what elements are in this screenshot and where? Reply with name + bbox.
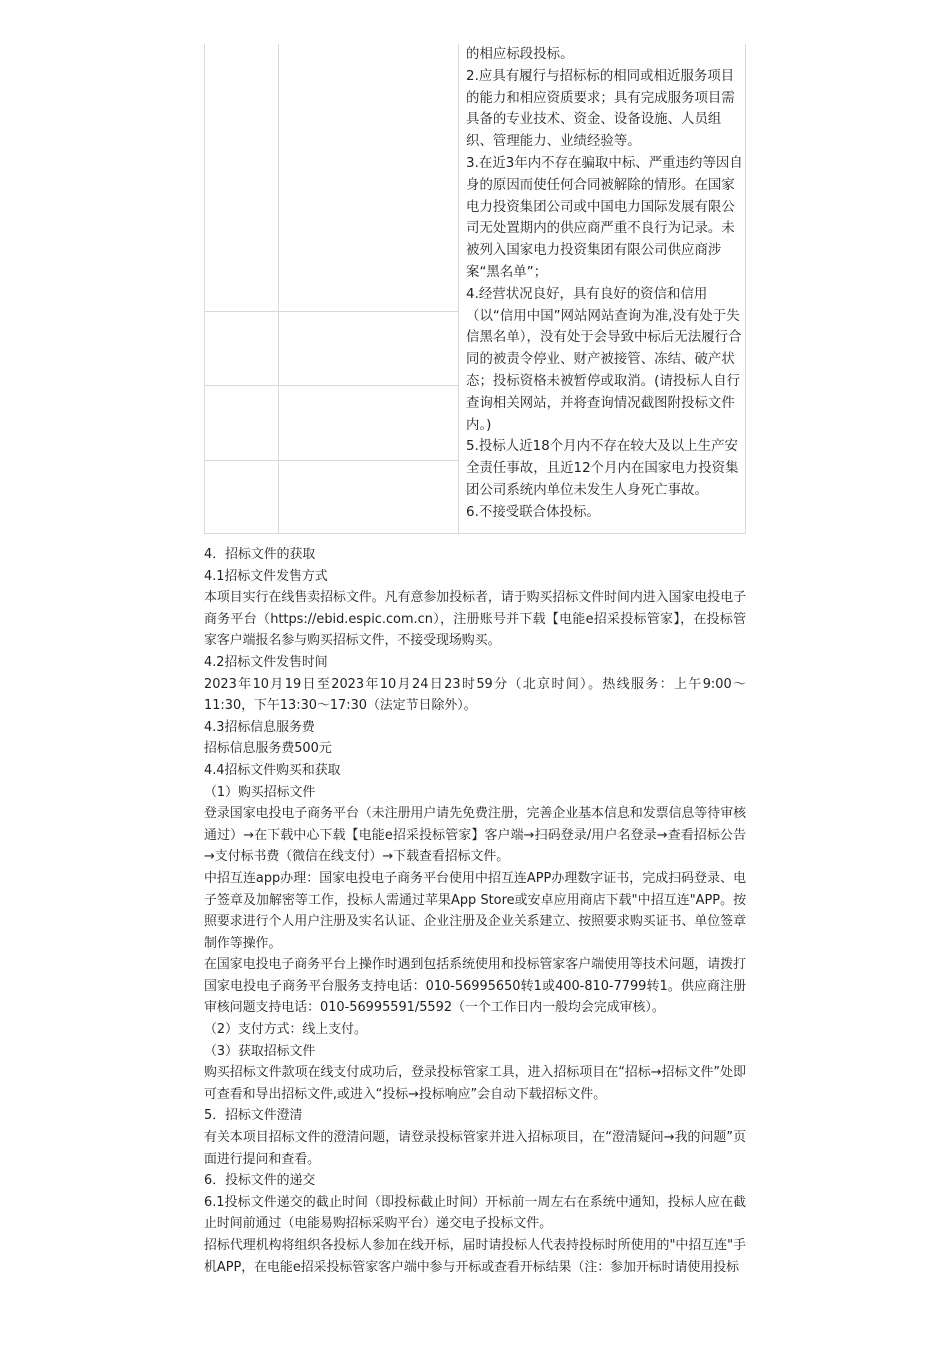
section-4-4-app: 中招互连app办理：国家电投电子商务平台使用中招互连APP办理数字证书，完成扫码登录、电子签章及加解密等工作，投标人需通过苹果App Store或安卓应用商店下载"中招互连"APP。按照要求进行个人用户注册及实名认证、企业注册及企业关系建立、按照要求购买证书、单位签章制作等操作。: [204, 870, 746, 951]
section-4-4-sub3: （3）获取招标文件: [204, 1043, 316, 1059]
table-row-divider: [204, 311, 459, 312]
section-4-1-text: 本项目实行在线售卖招标文件。凡有意参加投标者，请于购买招标文件时间内进入国家电投电子商务平台（https://ebid.espic.com.cn），注册账号并下载【电能e招采投标管家】，在投标管家客户端报名参与购买招标文件，不接受现场购买。: [204, 590, 746, 649]
section-6-heading: 6．投标文件的递交: [204, 1173, 316, 1189]
section-4-2-heading: 4.2招标文件发售时间: [204, 654, 328, 670]
requirement-1-tail: 的相应标段投标。: [466, 47, 574, 62]
section-4-4-sub3-text: 购买招标文件款项在线支付成功后，登录投标管家工具，进入招标项目在“招标→招标文件”处即可查看和导出招标文件,或进入“投标→投标响应”会自动下载招标文件。: [204, 1065, 746, 1102]
section-4-3-heading: 4.3招标信息服务费: [204, 719, 315, 735]
section-4-4-sub1: （1）购买招标文件: [204, 784, 316, 800]
section-6-open-text: 招标代理机构将组织各投标人参加在线开标，届时请投标人代表持投标时所使用的"中招互连"手机APP，在电能e招采投标管家客户端中参与开标或查看开标结果（注：参加开标时请使用投标: [204, 1238, 746, 1275]
section-4-4-heading: 4.4招标文件购买和获取: [204, 762, 341, 778]
section-4-4-support: 在国家电投电子商务平台上操作时遇到包括系统使用和投标管家客户端使用等技术问题，请拨打国家电投电子商务平台服务支持电话：010-56995650转1或400-810-7799转1。供应商注册审核问题支持电话：010-56995591/5592（一个工作日内一般均会完成审核）。: [204, 957, 746, 1016]
section-5-heading: 5．招标文件澄清: [204, 1108, 303, 1124]
requirement-2: 2.应具有履行与招标标的相同或相近服务项目的能力和相应资质要求；具有完成服务项目需具备的专业技术、资金、设备设施、人员组织、管理能力、业绩经验等。: [466, 68, 735, 150]
table-row-divider: [204, 385, 459, 386]
table-border-bottom: [204, 533, 746, 534]
document-page: [204, 44, 746, 1275]
section-4-3-text: 招标信息服务费500元: [204, 741, 332, 757]
table-row-divider: [204, 460, 459, 461]
section-6-1-text: 6.1投标文件递交的截止时间（即投标截止时间）开标前一周左右在系统中通知，投标人应在截止时间前通过（电能易购招标采购平台）递交电子投标文件。: [204, 1194, 746, 1232]
section-4-4-sub1-text: 登录国家电投电子商务平台（未注册用户请先免费注册，完善企业基本信息和发票信息等待审核通过）→在下载中心下载【电能e招采投标管家】客户端→扫码登录/用户名登录→查看招标公告→支付标书费（微信在线支付）→下载查看招标文件。: [204, 806, 746, 865]
qualification-table: [204, 44, 746, 534]
section-5-text: 有关本项目招标文件的澄清问题，请登录投标管家并进入招标项目，在“澄清疑问→我的问题”页面进行提问和查看。: [204, 1130, 746, 1167]
section-4-heading: 4．招标文件的获取: [204, 547, 316, 562]
section-4-4-sub2: （2）支付方式：线上支付。: [204, 1022, 367, 1038]
requirements-cell: [466, 44, 746, 524]
section-4-2-text: 2023年10月19日至2023年10月24日23时59分（北京时间）。热线服务：上午9:00～11:30，下午13:30～17:30（法定节日除外）。: [204, 676, 746, 714]
requirement-5: 5.投标人近18个月内不存在较大及以上生产安全责任事故，且近12个月内在国家电力投资集团公司系统内单位未发生人身死亡事故。: [466, 439, 739, 498]
requirement-6: 6.不接受联合体投标。: [466, 504, 600, 520]
requirement-4: 4.经营状况良好，具有良好的资信和信用（以“信用中国”网站网站查询为准,没有处于失信黑名单），没有处于会导致中标后无法履行合同的被责令停业、财产被接管、冻结、破产状态；投标资格未被暂停或取消。(请投标人自行查询相关网站，并将查询情况截图附投标文件内。): [466, 286, 742, 433]
requirement-3: 3.在近3年内不存在骗取中标、严重违约等因自身的原因而使任何合同被解除的情形。在国家电力投资集团公司或中国电力国际发展有限公司无处置期内的供应商严重不良行为记录。未被列入国家电力投资集团有限公司供应商涉案“黑名单”；: [466, 155, 743, 280]
section-4-1-heading: 4.1招标文件发售方式: [204, 568, 328, 584]
document-body: [204, 544, 746, 1278]
